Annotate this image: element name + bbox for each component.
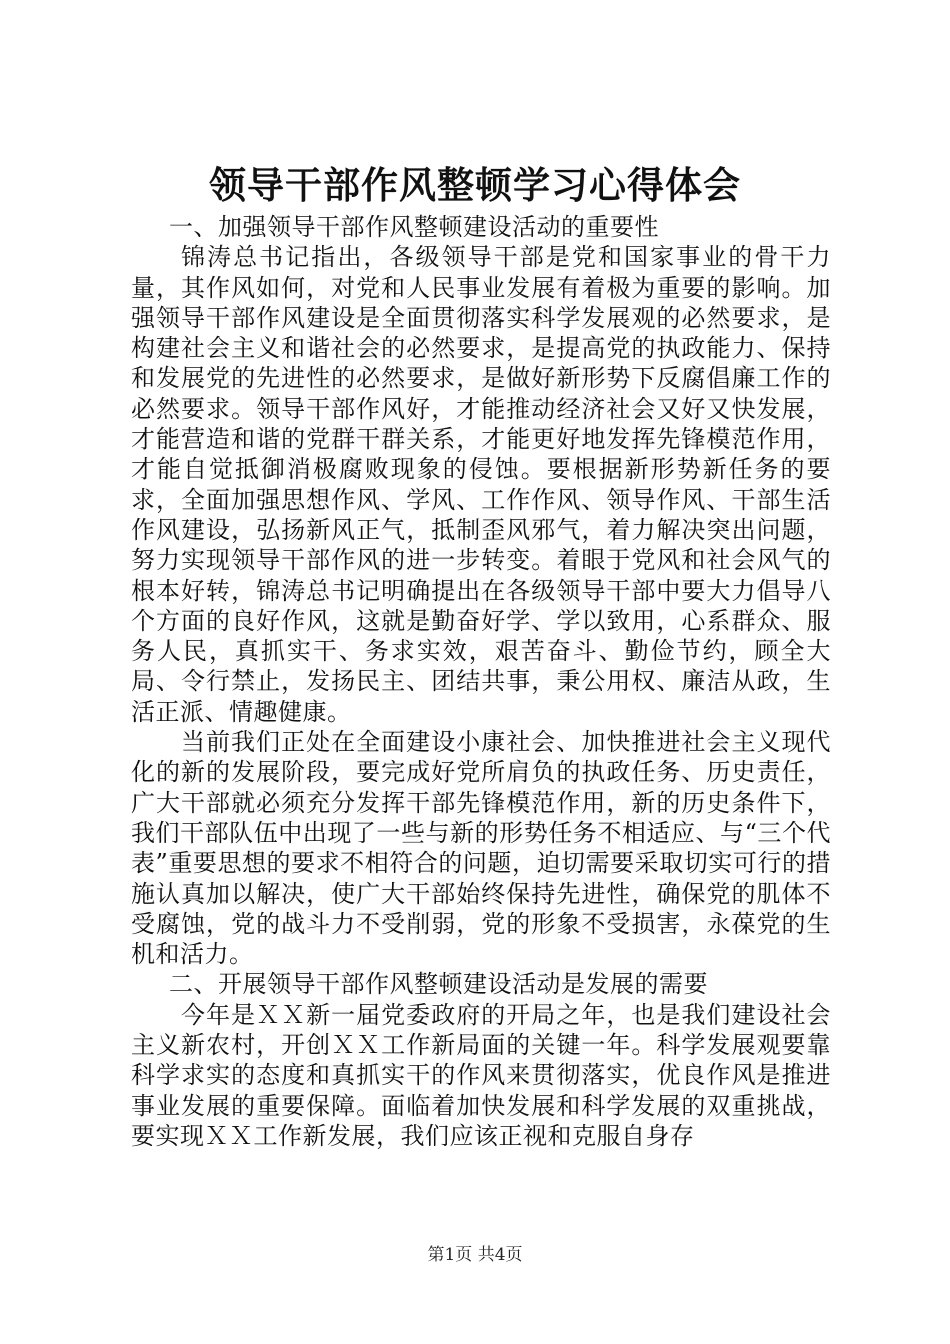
section-heading-1: 一、加强领导干部作风整顿建设活动的重要性 bbox=[169, 213, 659, 241]
document-title: 领导干部作风整顿学习心得体会 bbox=[209, 163, 741, 207]
paragraph: 锦涛总书记指出，各级领导干部是党和国家事业的骨干力量，其作风如何，对党和人民事业发展有着极为重要的影响。加强领导干部作风建设是全面贯彻落实科学发展观的必然要求，是构建社会主义和谐社会的必然要求，是提高党的执政能力、保持和发展党的先进性的必然要求，是做好新形势下反腐倡廉工作的必然要求。领导干部作风好，才能推动经济社会又好又快发展，才能营造和谐的党群干群关系，才能更好地发挥先锋模范作用，才能自觉抵御消极腐败现象的侵蚀。要根据新形势新任务的要求，全面加强思想作风、学风、工作作风、领导作风、干部生活作风建设，弘扬新风正气，抵制歪风邪气，着力解决突出问题，努力实现领导干部作风的进一步转变。着眼于党风和社会风气的根本好转，锦涛总书记明确提出在各级领导干部中要大力倡导八个方面的良好作风，这就是勤奋好学、学以致用，心系群众、服务人民，真抓实干、务求实效，艰苦奋斗、勤俭节约，顾全大局、令行禁止，发扬民主、团结共事，秉公用权、廉洁从政，生活正派、情趣健康。 bbox=[131, 243, 831, 726]
document-body bbox=[131, 212, 831, 1151]
paragraph: 今年是ＸＸ新一届党委政府的开局之年，也是我们建设社会主义新农村，开创ＸＸ工作新局面的关键一年。科学发展观要靠科学求实的态度和真抓实干的作风来贯彻落实，优良作风是推进事业发展的重要保障。面临着加快发展和科学发展的双重挑战，要实现ＸＸ工作新发展，我们应该正视和克服自身存 bbox=[131, 1000, 831, 1150]
page-footer: 第1页 共4页 bbox=[427, 1245, 523, 1265]
paragraph: 当前我们正处在全面建设小康社会、加快推进社会主义现代化的新的发展阶段，要完成好党所肩负的执政任务、历史责任，广大干部就必须充分发挥干部先锋模范作用，新的历史条件下，我们干部队伍中出现了一些与新的形势任务不相适应、与“三个代表”重要思想的要求不相符合的问题，迫切需要采取切实可行的措施认真加以解决，使广大干部始终保持先进性，确保党的肌体不受腐蚀，党的战斗力不受削弱，党的形象不受损害，永葆党的生机和活力。 bbox=[131, 728, 831, 969]
section-heading-2: 二、开展领导干部作风整顿建设活动是发展的需要 bbox=[169, 970, 708, 999]
